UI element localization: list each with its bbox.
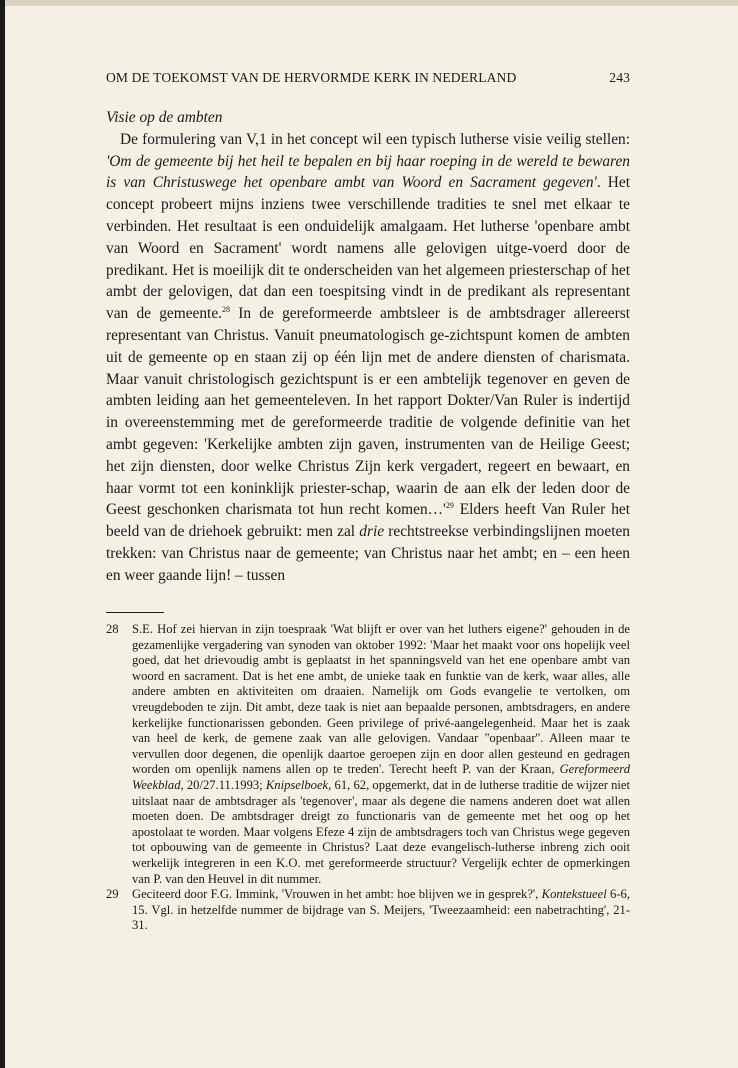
footnotes xyxy=(106,622,630,934)
emphasis-drie: drie xyxy=(359,523,385,541)
paragraph-text: . Het concept probeert mijns inziens twee verschillende tradities te snel met elkaar te verbinden. Het resultaat is een onduidelijk amalgaam. Het lutherse 'openbare ambt van Woord en Sacrament' wordt namens alle gelovigen uitge-voerd door de predikant. Het is moeilijk dit te onderscheiden van het algemeen priesterschap of het ambt der gelovigen, dat dan een toespitsing vindt in de predikant als representant van de gemeente. xyxy=(106,174,631,323)
main-text xyxy=(106,107,630,587)
running-header xyxy=(106,70,630,86)
paragraph-text: In de gereformeerde ambtsleer is de ambtsdrager allereerst representant van Christus. Vanuit pneumatologisch ge-zichtspunt komen de ambten uit de gemeente op en staan zij op één lijn met de andere diensten of charismata. Maar vanuit christologisch gezichtspunt is er een ambtelijk tegenover en geven de ambten leiding aan het gemeenteleven. In het rapport Dokter/Van Ruler is indertijd in overeenstemming met de gereformeerde traditie de volgende definitie van het ambt gegeven: 'Kerkelijke ambten zijn gaven, instrumenten van de Heilige Geest; het zijn diensten, door welke Christus Zijn kerk vergadert, regeert en bewaart, en haar vormt tot een koninklijk priester-schap, waarin de aan elk der leden door de Geest geschonken charismata tot hun recht komen…' xyxy=(106,305,631,519)
page-binding-edge xyxy=(0,0,5,1068)
section-title: Visie op de ambten xyxy=(106,109,223,126)
footnote-segment: Geciteerd door F.G. Immink, 'Vrouwen in het ambt: hoe blijven we in gesprek?', xyxy=(132,887,542,902)
footnote-segment: , 20/27.11.1993; xyxy=(180,777,266,792)
footnote-segment: 6-6, 15. Vgl. in hetzelfde nummer de bijdrage van S. Meijers, 'Tweezaamheid: een nabetrachting', 21-31. xyxy=(132,887,630,933)
paragraph-text: De formulering van V,1 in het concept wil een typisch lutherse visie veilig stellen: xyxy=(120,130,630,148)
page-top-shadow xyxy=(5,0,738,6)
paragraph-text: rechtstreekse verbindingslijnen moeten trekken: van Christus naar de gemeente; van Christus naar het ambt; en – een heen en weer gaande lijn! – tussen xyxy=(106,523,631,584)
footnote-text xyxy=(132,887,630,934)
footnote-text xyxy=(132,622,630,887)
journal-title: Kontekstueel xyxy=(541,887,607,902)
journal-title: Gereformeerd Weekblad xyxy=(132,762,630,792)
footnote-rule xyxy=(106,612,164,613)
running-title: OM DE TOEKOMST VAN DE HERVORMDE KERK IN NEDERLAND xyxy=(106,70,517,85)
footnote-number: 29 xyxy=(106,887,119,902)
journal-title: Knipselboek xyxy=(265,777,329,792)
footnote-ref-29: 29 xyxy=(445,501,454,511)
footnote-29 xyxy=(106,887,630,934)
footnote-segment: S.E. Hof zei hiervan in zijn toespraak 'Wat blijft er over van het luthers eigene?' gehouden in de gezamenlijke vergadering van synoden van oktober 1992: 'Maar het maakt voor ons hopelijk veel goed, dat het drievoudig ambt is geplaatst in het spanningsveld van het ene openbare ambt van woord en sacrament. Dat is het ene ambt, de unieke taak en funktie van de kerk, waar alles, alle andere ambten en aktiviteiten om draaien. Namelijk om Gods evangelie te vertolken, om vreugdeboden te zijn. Dit ambt, deze taak is niet aan bepaalde personen, ambtsdragers, en andere kerkelijke functionarissen gebonden. Geen privilege of privé-aangelegenheid. Maar het is zaak van heel de kerk, de gemene zaak van alle gelovigen. Vandaar ''openbaar''. Alleen maar te vervullen door degenen, die openlijk daartoe geroepen zijn en door allen gesteund en gedragen worden om openlijk namens allen op te treden'. Terecht heeft P. van der Kraan, xyxy=(132,622,630,777)
body-paragraph xyxy=(106,129,630,587)
paragraph-text: Elders heeft Van Ruler het beeld van de driehoek gebruikt: men zal xyxy=(106,501,630,541)
footnote-number: 28 xyxy=(106,622,119,636)
footnote-segment: , 61, 62, opgemerkt, dat in de lutherse traditie de wijzer niet uitslaat naar de ambtsdrager als 'tegenover', maar als degene die namens anderen doet wat allen moeten doen. De ambtsdrager dreigt zo functionaris van de gemeente met het oog op het apostolaat te worden. Maar volgens Efeze 4 zijn de ambtsdragers toch van Christus wege gegeven tot opbouwing van de gemeente in Christus? Laat deze evangelisch-lutherse inbreng zich ooit werkelijk integreren in een K.O. met gereformeerde structuur? Vergelijk echter de opmerkingen van P. van den Heuvel in dit nummer. xyxy=(132,777,631,886)
footnote-28 xyxy=(106,622,630,887)
footnote-ref-28: 28 xyxy=(222,305,231,315)
page-number: 243 xyxy=(609,70,630,85)
concept-quote: 'Om de gemeente bij het heil te bepalen en bij haar roeping in de wereld te bewaren is van Christuswege het openbare ambt van Woord en Sacrament gegeven' xyxy=(106,152,630,192)
